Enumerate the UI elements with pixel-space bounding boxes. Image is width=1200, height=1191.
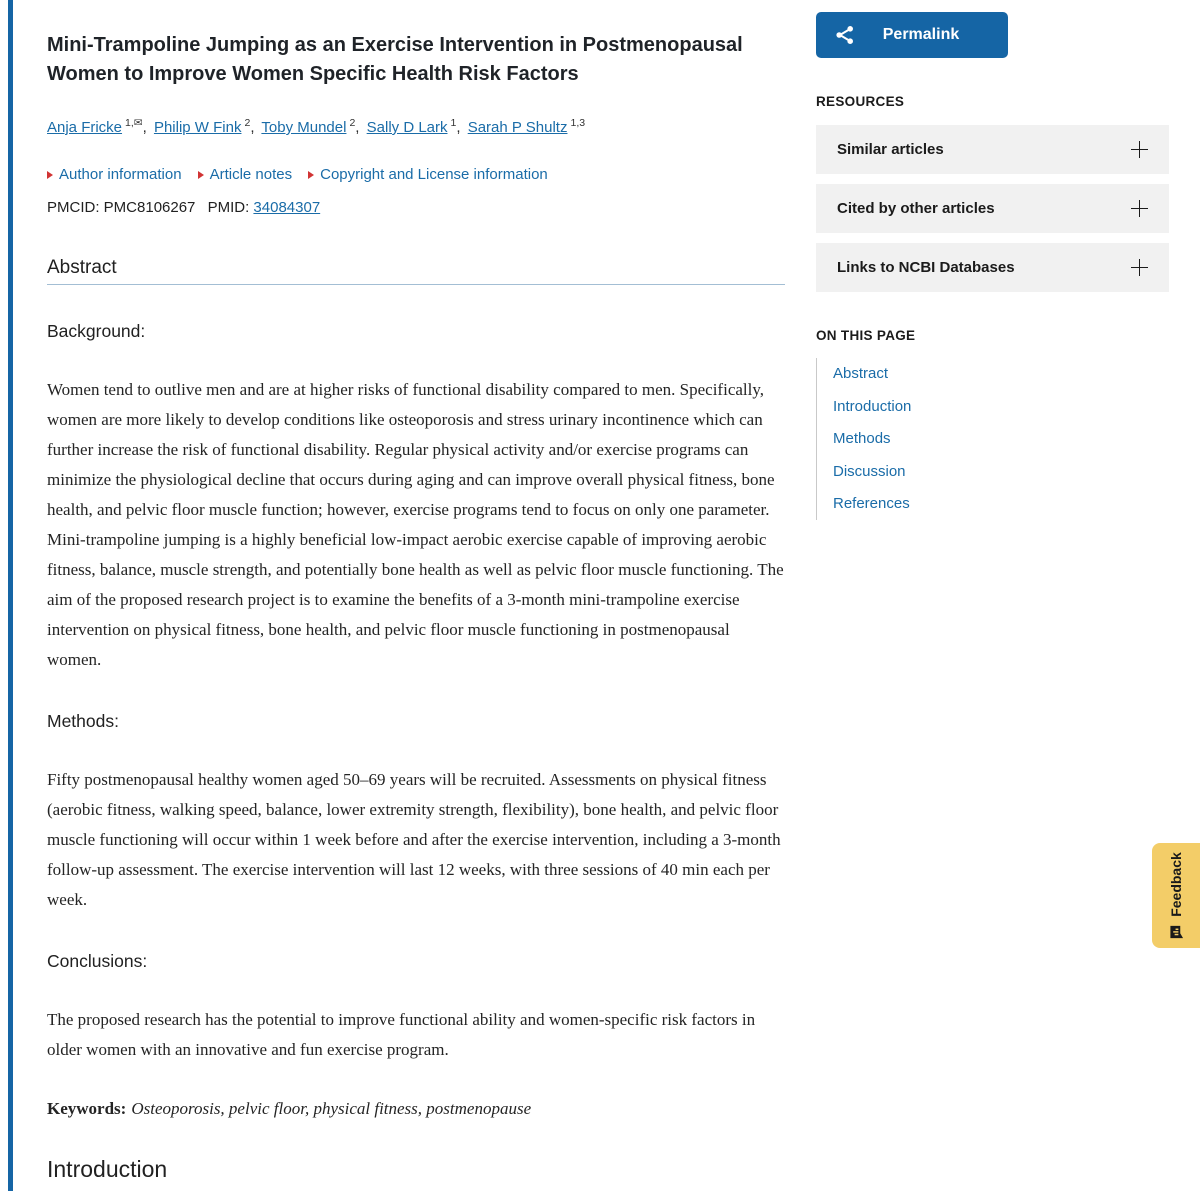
- article-notes-toggle[interactable]: [198, 166, 293, 183]
- feedback-inner: [1152, 843, 1200, 948]
- permalink-button[interactable]: [816, 12, 1008, 58]
- article-info-links: [47, 166, 785, 183]
- toc-link-abstract[interactable]: Abstract: [833, 365, 889, 382]
- expand-triangle-icon: [47, 171, 53, 179]
- plus-icon: [1131, 259, 1148, 276]
- author-item: [468, 119, 588, 136]
- toc-link-methods[interactable]: Methods: [833, 430, 891, 447]
- author-item: [367, 119, 464, 136]
- expand-triangle-icon: [308, 171, 314, 179]
- share-icon: [834, 24, 856, 49]
- permalink-label: Permalink: [882, 26, 960, 43]
- introduction-section-heading: Introduction: [47, 1156, 168, 1182]
- on-this-page-nav: [816, 358, 1169, 520]
- toc-link-references[interactable]: References: [833, 495, 910, 512]
- author-link[interactable]: Philip W Fink: [153, 119, 242, 136]
- author-item: [47, 119, 150, 136]
- pmid-label: PMID:: [207, 199, 254, 216]
- author-item: [261, 119, 362, 136]
- feedback-button[interactable]: [1152, 843, 1200, 948]
- author-separator: ,: [142, 119, 147, 136]
- abstract-methods-heading: Methods:: [47, 711, 119, 731]
- author-affiliation-sup: 1,3: [570, 117, 586, 129]
- toc-link-introduction[interactable]: Introduction: [833, 397, 912, 415]
- plus-icon: [1131, 200, 1148, 217]
- article-ids-line: [47, 198, 785, 217]
- similar-articles-accordion[interactable]: [816, 125, 1169, 174]
- cited-by-label: Cited by other articles: [837, 200, 995, 217]
- authors-line: [47, 111, 785, 140]
- author-link[interactable]: Sarah P Shultz: [467, 119, 568, 136]
- abstract-section-heading: Abstract: [47, 257, 785, 285]
- pmid-group: [208, 199, 321, 216]
- author-affiliation-sup: 1: [450, 117, 457, 129]
- ncbi-links-label: Links to NCBI Databases: [837, 259, 1015, 276]
- copyright-license-toggle[interactable]: [308, 166, 548, 183]
- page-left-accent-bar: [8, 0, 13, 1191]
- expand-triangle-icon: [198, 171, 204, 179]
- pmcid-value: PMC8106267: [103, 199, 196, 216]
- author-item: [154, 119, 258, 136]
- resources-heading: RESOURCES: [816, 94, 905, 109]
- author-separator: ,: [456, 119, 461, 136]
- keywords-line: [47, 1098, 785, 1120]
- plus-icon: [1131, 141, 1148, 158]
- pmcid-label: PMCID:: [47, 199, 104, 216]
- author-separator: ,: [250, 119, 255, 136]
- similar-articles-label: Similar articles: [837, 141, 944, 158]
- author-link[interactable]: Toby Mundel: [261, 119, 347, 136]
- abstract-conclusions-paragraph: The proposed research has the potential to improve functional ability and women-specific risk factors in older women with an innovative and fun exercise program.: [47, 1010, 756, 1059]
- toc-link-discussion[interactable]: Discussion: [833, 462, 906, 480]
- author-link[interactable]: Sally D Lark: [366, 119, 448, 136]
- right-sidebar: [816, 0, 1169, 520]
- author-link[interactable]: Anja Fricke: [47, 119, 123, 136]
- author-affiliation-sup: 1,✉: [125, 117, 143, 129]
- article-notes-label: Article notes: [209, 166, 293, 183]
- article-main-column: [47, 0, 785, 1183]
- author-separator: ,: [355, 119, 360, 136]
- abstract-background-paragraph: Women tend to outlive men and are at higher risks of functional disability compared to men. Specifically, women are more likely to develop conditions like osteoporosis and stress urinary incontinence which can further increase the risk of functional disability. Regular physical activity and/or exercise programs can minimize the physiological decline that occurs during aging and can improve overall physical fitness, bone health, and pelvic floor muscle function; however, exercise programs tend to focus on only one parameter. Mini-trampoline jumping is a highly beneficial low-impact aerobic exercise capable of improving aerobic fitness, balance, muscle strength, and potentially bone health as well as pelvic floor muscle functioning. The aim of the proposed research project is to examine the benefits of a 3-month mini-trampoline exercise intervention on physical fitness, bone health, and pelvic floor muscle functioning in postmenopausal women.: [47, 380, 784, 669]
- abstract-conclusions-heading: Conclusions:: [47, 951, 148, 971]
- cited-by-accordion[interactable]: [816, 184, 1169, 233]
- author-information-label: Author information: [59, 166, 182, 183]
- abstract-methods-paragraph: Fifty postmenopausal healthy women aged 50–69 years will be recruited. Assessments on physical fitness (aerobic fitness, walking speed, balance, lower extremity strength, flexibility), bone health, and pelvic floor muscle functioning will occur within 1 week before and after the exercise intervention, including a 3-month follow-up assessment. The exercise intervention will last 12 weeks, with three sessions of 40 min each per week.: [47, 770, 781, 909]
- article-title: Mini-Trampoline Jumping as an Exercise Intervention in Postmenopausal Women to Improve Women Specific Health Risk Factors: [47, 34, 743, 85]
- keywords-value: Osteoporosis, pelvic floor, physical fitness, postmenopause: [131, 1099, 532, 1118]
- copyright-license-label: Copyright and License information: [320, 166, 548, 183]
- resources-accordion-list: [816, 125, 1169, 292]
- on-this-page-heading: ON THIS PAGE: [816, 328, 916, 343]
- feedback-icon: [1169, 924, 1184, 939]
- ncbi-links-accordion[interactable]: [816, 243, 1169, 292]
- pmid-link[interactable]: 34084307: [253, 199, 321, 216]
- abstract-background-heading: Background:: [47, 321, 146, 341]
- keywords-label: Keywords:: [47, 1099, 127, 1118]
- author-information-toggle[interactable]: [47, 166, 182, 183]
- author-affiliation-sup: 2: [349, 117, 356, 129]
- feedback-label: Feedback: [1168, 851, 1184, 917]
- author-affiliation-sup: 2: [244, 117, 251, 129]
